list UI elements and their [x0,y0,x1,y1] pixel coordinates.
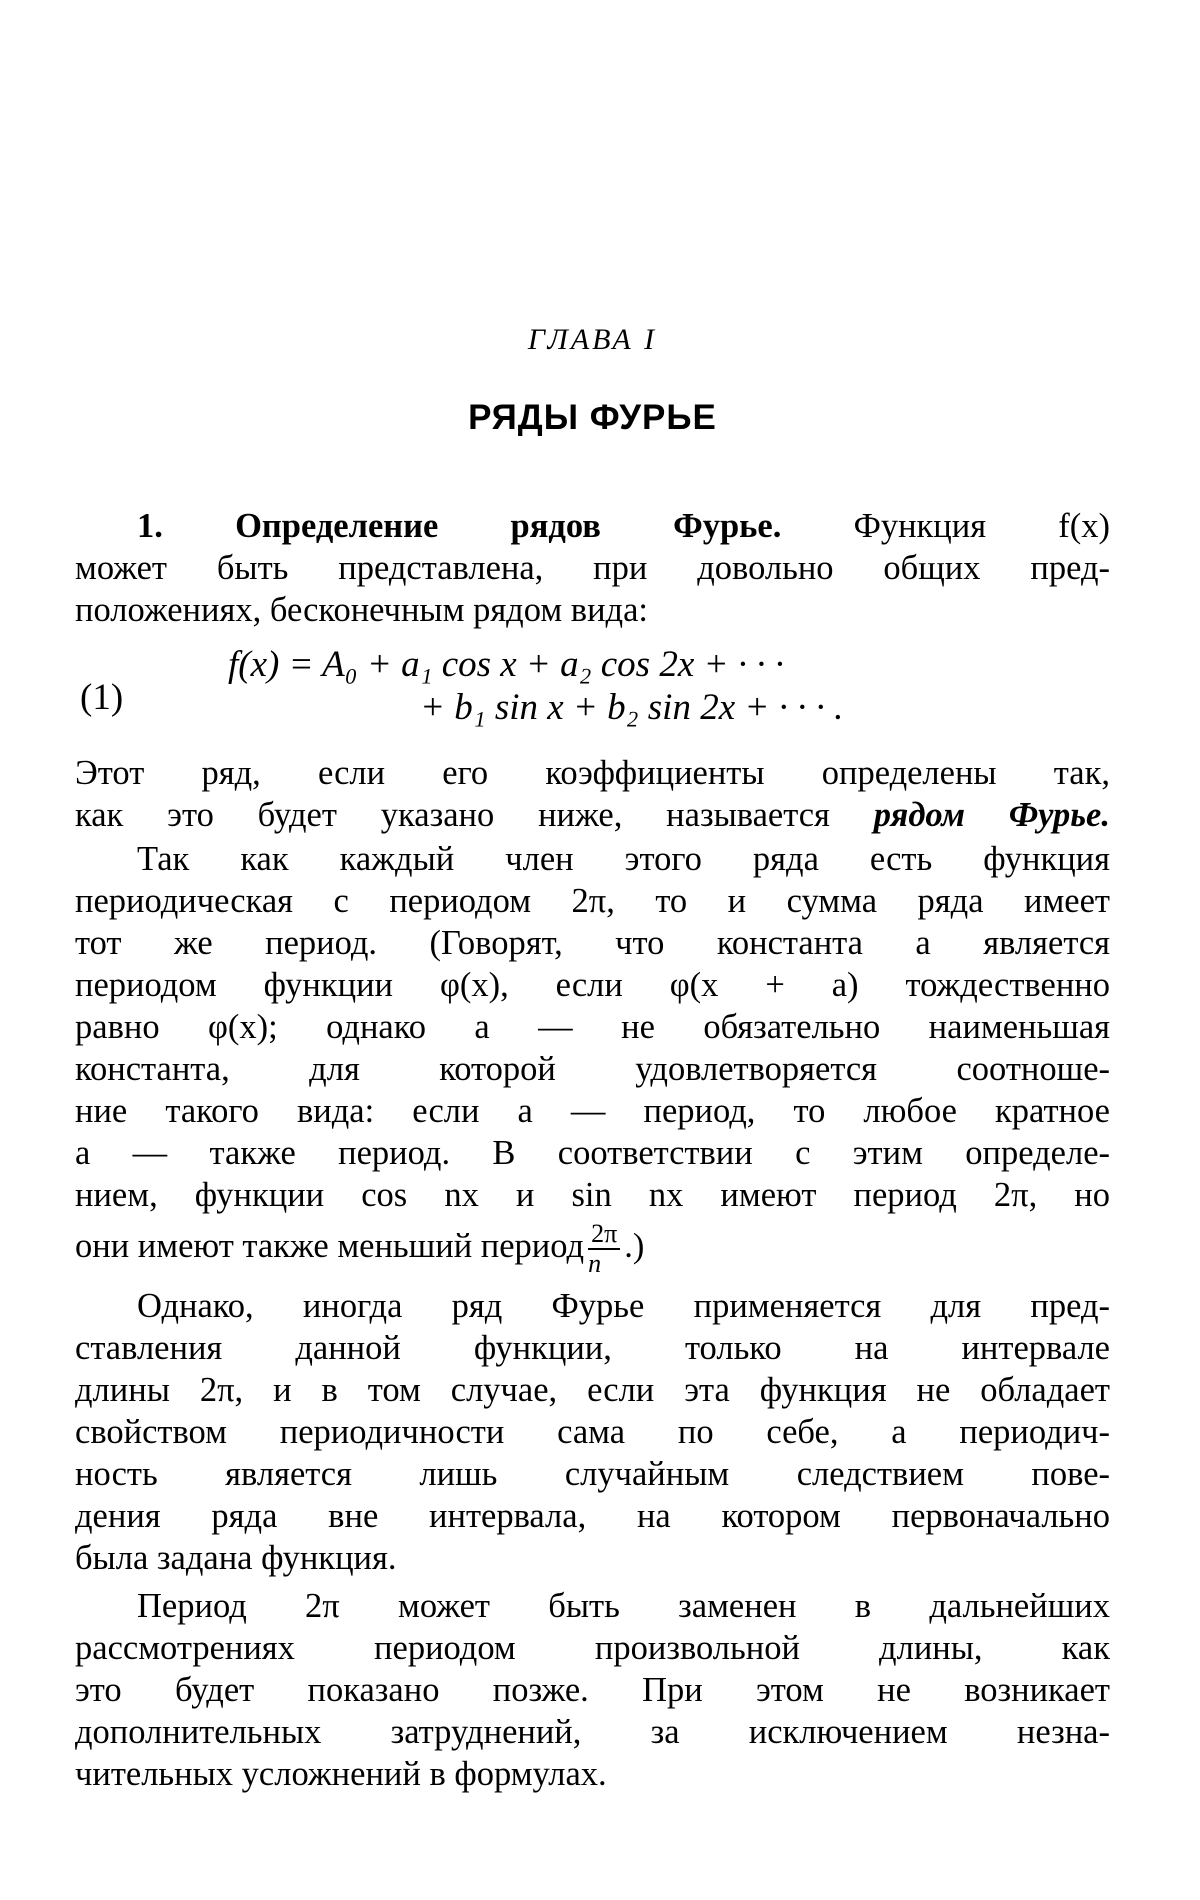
chapter-title: РЯДЫ ФУРЬЕ [468,398,717,437]
formula-line-1: f(x) = A₀ + a₁ cos x + a₂ cos 2x + · · · [228,644,784,685]
paragraph-line: чительных усложнений в формулах. [75,1755,607,1793]
chapter-label: ГЛАВА I [527,323,658,356]
paragraph-line-with-fraction [75,1216,1110,1279]
paragraph-line: длины 2π, и в том случае, если эта функция не обладает [75,1371,1110,1409]
paragraph-line: равно φ(x); однако a — не обязательно наименьшая [75,1008,1110,1046]
intro-line: Функция f(x) [853,507,1111,545]
paragraph-line: Период 2π может быть заменен в дальнейших [137,1587,1110,1625]
paragraph-line: нием, функции cos nx и sin nx имеют период 2π, но [75,1176,1110,1214]
term-fourier-series: рядом Фурье. [873,796,1110,834]
paragraph-line: была задана функция. [75,1539,397,1577]
section-intro [75,505,1110,631]
fraction-denominator: n [588,1249,602,1279]
paragraph-line: a — также период. В соответствии с этим определе- [75,1134,1110,1172]
section-number: 1. [137,507,163,545]
paragraph-1 [75,752,1110,836]
paragraph-line: константа, для которой удовлетворяется соотноше- [75,1050,1110,1088]
book-page [75,0,1110,1900]
paragraph-line-text: как это будет указано ниже, называется [75,796,830,834]
paragraph-4 [75,1585,1110,1795]
formula-1 [75,643,1110,738]
formula-number: (1) [80,677,124,718]
paragraph-line: периодическая с периодом 2π, то и сумма ряда имеет [75,882,1110,920]
paragraph-line: Однако, иногда ряд Фурье применяется для пред- [137,1287,1110,1325]
fraction-numerator: 2π [588,1220,620,1250]
paragraph-line: дения ряда вне интервала, на котором первоначально [75,1497,1110,1535]
paragraph-line: периодом функции φ(x), если φ(x + a) тождественно [75,966,1110,1004]
paragraph-line: дополнительных затруднений, за исключением незна- [75,1713,1110,1751]
fraction-2pi-over-n [588,1220,620,1278]
paragraph-line: ние такого вида: если a — период, то любое кратное [75,1092,1110,1130]
section-heading-line [75,505,1110,547]
intro-line: может быть представлена, при довольно общих пред- [75,549,1110,587]
paragraph-line: ность является лишь случайным следствием пове- [75,1455,1110,1493]
paragraph-3 [75,1285,1110,1579]
paragraph-line: ставления данной функции, только на интервале [75,1329,1110,1367]
paragraph-line: Так как каждый член этого ряда есть функция [137,840,1110,878]
paragraph-line: рассмотрениях периодом произвольной длины, как [75,1629,1110,1667]
paragraph-line-end: .) [624,1227,645,1265]
paragraph-2 [75,838,1110,1279]
formula-line-2: + b₁ sin x + b₂ sin 2x + · · · . [420,687,844,728]
paragraph-line: Этот ряд, если его коэффициенты определены так, [75,754,1110,792]
paragraph-line: свойством периодичности сама по себе, а периодич- [75,1413,1110,1451]
paragraph-line: тот же период. (Говорят, что константа a является [75,924,1110,962]
paragraph-line [75,794,1110,836]
intro-line: положениях, бесконечным рядом вида: [75,591,648,629]
paragraph-line: это будет показано позже. При этом не возникает [75,1671,1110,1709]
section-heading: Определение рядов Фурье. [235,507,782,545]
paragraph-line-text: они имеют также меньший период [75,1227,585,1265]
